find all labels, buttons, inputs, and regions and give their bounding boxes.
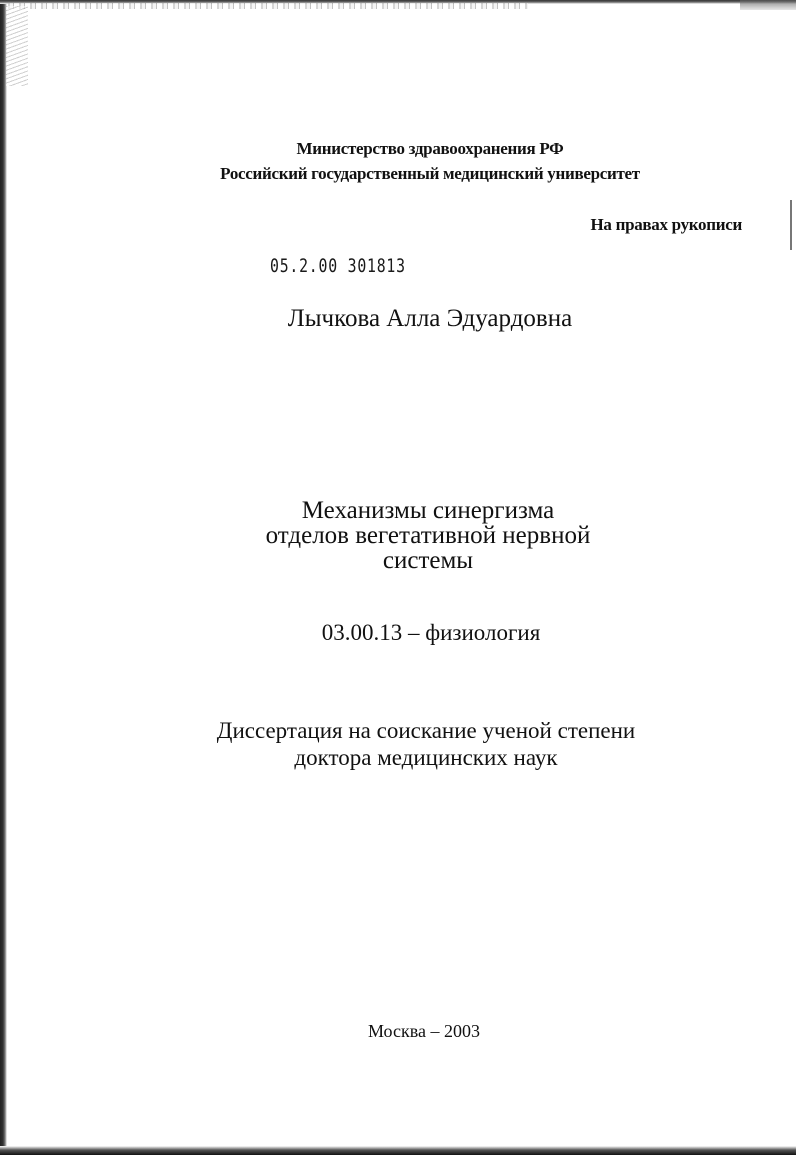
manuscript-note: На правах рукописи	[590, 215, 742, 234]
scan-noise-top-right	[740, 0, 796, 10]
scan-noise-top	[8, 3, 528, 9]
scan-noise-corner	[6, 6, 28, 86]
title-line-1: Механизмы синергизма	[301, 497, 555, 524]
registration-stamp: 05.2.00 301813	[270, 255, 406, 277]
dissertation-title	[0, 498, 796, 573]
university-heading: Российский государственный медицинский университет	[220, 164, 640, 183]
specialty-code: 03.00.13 – физиология	[321, 620, 541, 645]
scan-edge-bottom	[0, 1146, 796, 1155]
degree-line-2: доктора медицинских наук	[294, 745, 558, 770]
title-line-2: отделов вегетативной нервной	[265, 522, 591, 549]
title-line-3: системы	[382, 547, 474, 574]
author-name: Лычкова Алла Эдуардовна	[287, 305, 573, 332]
scan-edge-right	[790, 200, 792, 250]
city-year: Москва – 2003	[368, 1021, 480, 1041]
degree-statement	[0, 717, 796, 771]
ministry-heading: Министерство здравоохранения РФ	[296, 139, 564, 158]
degree-line-1: Диссертация на соискание ученой степени	[216, 718, 636, 743]
